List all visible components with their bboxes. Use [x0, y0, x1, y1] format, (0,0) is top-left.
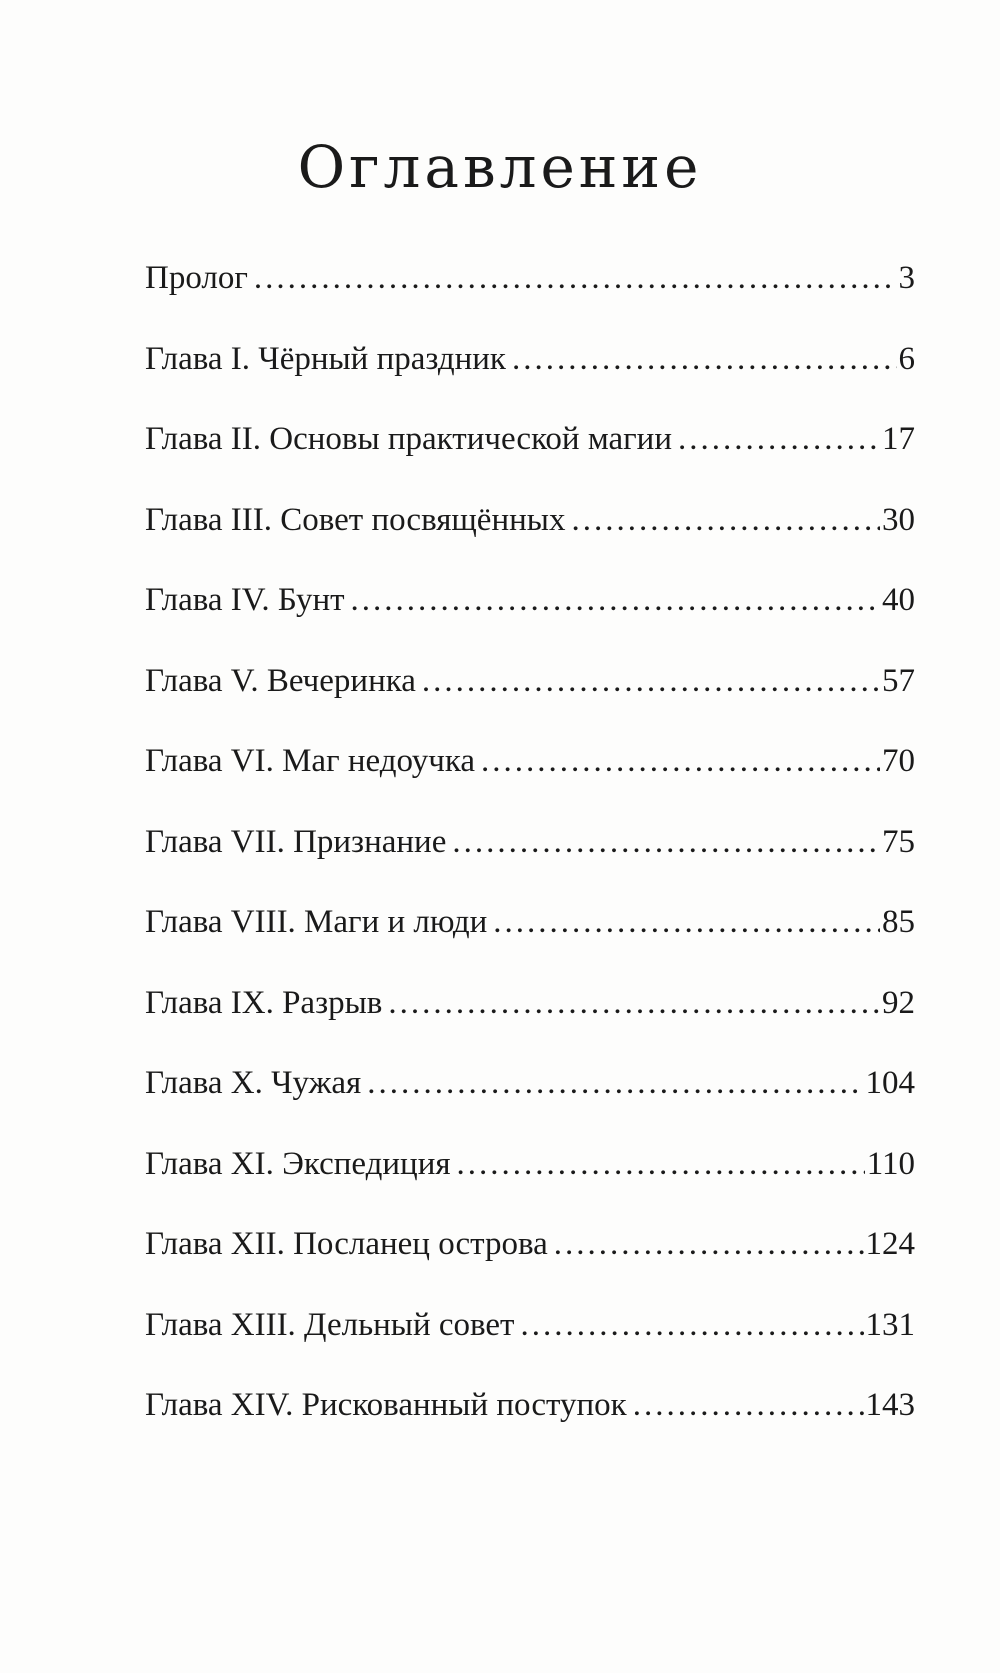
toc-entry-page-number: 3 [898, 260, 915, 296]
toc-entry-chapter-9 [145, 984, 915, 1068]
toc-entry-label: Глава I. Чёрный праздник [145, 340, 506, 377]
toc-entry-label: Глава XII. Посланец острова [145, 1226, 548, 1262]
toc-entry-page-number: 143 [865, 1387, 915, 1423]
toc-entry-label: Глава XI. Экспедиция [145, 1145, 451, 1182]
toc-entry-label: Глава VII. Признание [145, 823, 447, 860]
toc-entry-page-number: 40 [882, 582, 915, 618]
dot-leader [678, 423, 880, 456]
toc-entry-page-number: 30 [882, 501, 915, 538]
toc-entry-label: Пролог [145, 260, 248, 296]
dot-leader [388, 987, 880, 1020]
toc-entry-chapter-3 [145, 501, 915, 585]
toc-entry-label: Глава X. Чужая [145, 1065, 362, 1101]
toc-entry-chapter-4 [145, 584, 915, 665]
dot-leader [520, 1309, 863, 1342]
toc-entry-page-number: 57 [882, 662, 915, 699]
dot-leader [422, 665, 880, 698]
dot-leader [481, 745, 880, 778]
dot-leader [367, 1067, 863, 1100]
toc-entry-chapter-2 [145, 423, 915, 504]
toc-entry-label: Глава IV. Бунт [145, 582, 345, 618]
toc-entry-chapter-5 [145, 662, 915, 746]
toc-entry-label: Глава XIV. Рискованный поступок [145, 1387, 627, 1423]
toc-entry-chapter-10 [145, 1067, 915, 1148]
toc-entry-page-number: 85 [882, 904, 915, 940]
toc-entry-page-number: 131 [865, 1306, 915, 1343]
dot-leader [571, 504, 880, 537]
toc-entry-page-number: 70 [882, 743, 915, 779]
dot-leader [351, 584, 880, 617]
toc-entry-chapter-12 [145, 1228, 915, 1309]
toc-entry-page-number: 17 [882, 421, 915, 457]
toc-entry-prologue [145, 262, 915, 343]
table-of-contents [145, 262, 915, 1470]
dot-leader [457, 1148, 865, 1181]
dot-leader [512, 343, 897, 376]
toc-entry-label: Глава VIII. Маги и люди [145, 904, 488, 940]
dot-leader [554, 1228, 864, 1261]
toc-entry-chapter-14 [145, 1389, 915, 1470]
toc-entry-label: Глава II. Основы практической магии [145, 421, 673, 457]
toc-entry-page-number: 6 [898, 340, 915, 377]
toc-entry-page-number: 104 [865, 1065, 915, 1101]
toc-entry-label: Глава V. Вечеринка [145, 662, 416, 699]
toc-entry-chapter-11 [145, 1145, 915, 1229]
toc-entry-chapter-13 [145, 1306, 915, 1390]
dot-leader [254, 262, 897, 295]
toc-entry-chapter-6 [145, 745, 915, 826]
toc-entry-page-number: 110 [866, 1145, 915, 1182]
toc-entry-page-number: 92 [882, 984, 915, 1021]
toc-entry-chapter-1 [145, 340, 915, 424]
toc-entry-label: Глава IX. Разрыв [145, 984, 383, 1021]
dot-leader [633, 1389, 864, 1422]
toc-entry-chapter-8 [145, 906, 915, 987]
toc-entry-label: Глава III. Совет посвящённых [145, 501, 566, 538]
page-title: Оглавление [297, 133, 703, 201]
toc-entry-page-number: 75 [882, 823, 915, 860]
dot-leader [452, 826, 880, 859]
toc-entry-chapter-7 [145, 823, 915, 907]
toc-entry-page-number: 124 [865, 1226, 915, 1262]
toc-entry-label: Глава VI. Маг недоучка [145, 743, 476, 779]
dot-leader [493, 906, 880, 939]
toc-entry-label: Глава XIII. Дельный совет [145, 1306, 515, 1343]
